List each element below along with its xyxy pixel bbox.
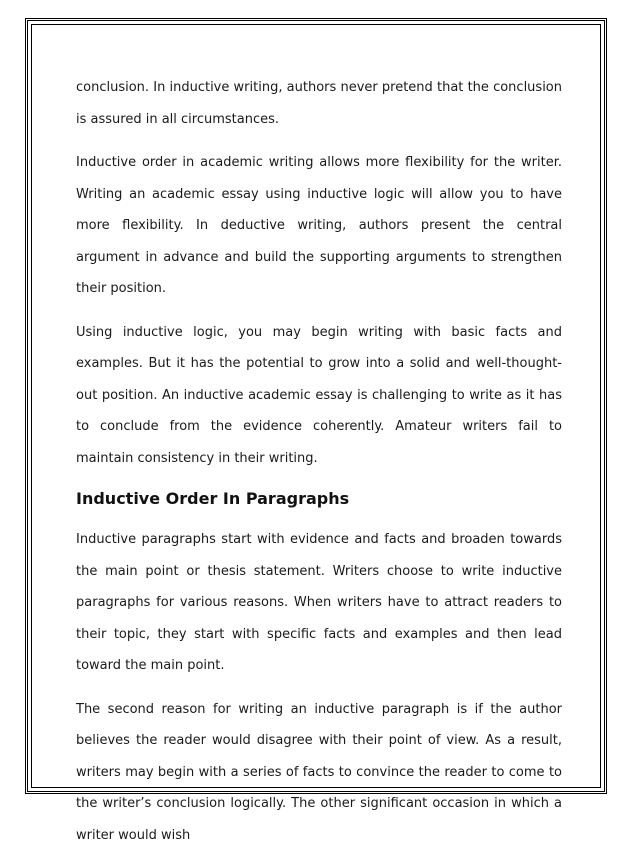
paragraph-conclusion: conclusion. In inductive writing, authors never pretend that the conclusion is assured in all circumstances.	[76, 80, 562, 127]
section-heading: Inductive Order In Paragraphs	[76, 489, 350, 508]
paragraph-inductive-logic: Using inductive logic, you may begin writing with basic facts and examples. But it has the potential to grow into a solid and well-thought-out position. An inductive academic essay is challenging to write as it has to conclude from the evidence coherently. Amateur writers fail to maintain consistency in their writing.	[76, 324, 562, 466]
paragraph-inductive-order: Inductive order in academic writing allows more flexibility for the writer. Writing an academic essay using inductive logic will allow you to have more flexibility. In deductive writing, authors present the central argument in advance and build the supporting arguments to strengthen their position.	[76, 155, 562, 296]
page-content	[76, 72, 562, 863]
paragraph-second-reason: The second reason for writing an inductive paragraph is if the author believes the reader would disagree with their point of view. As a result, writers may begin with a series of facts to convince the reader to come to the writer’s conclusion logically. The other significant occasion in which a writer would wish	[76, 701, 562, 843]
paragraph-inductive-paragraphs: Inductive paragraphs start with evidence and facts and broaden towards the main point or thesis statement. Writers choose to write inductive paragraphs for various reasons. When writers have to attract readers to their topic, they start with specific facts and examples and then lead toward the main point.	[76, 532, 562, 673]
